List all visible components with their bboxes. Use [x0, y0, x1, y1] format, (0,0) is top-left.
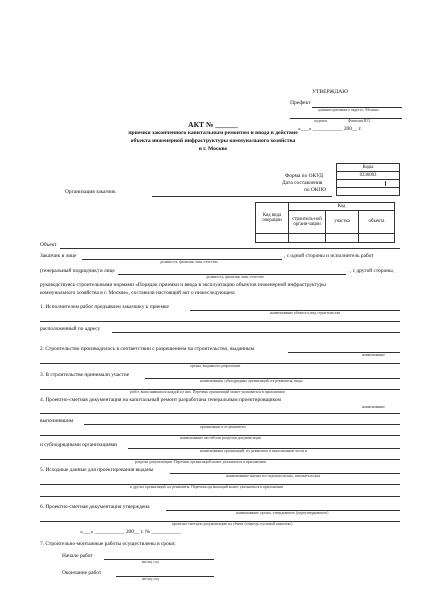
okpo-label: по ОКПО: [304, 187, 327, 193]
p5-label: 5. Исходные данные для проектирования выданы: [40, 467, 154, 473]
p1-address-label: расположенный по адресу: [40, 326, 101, 332]
act-title-line1: приемки законченного капитальным ремонтом и ввода в действие: [128, 130, 298, 136]
p4-exec-label: выполнившим: [40, 418, 74, 424]
p1-hint: наименование объекта и вид строительства: [270, 311, 341, 315]
approve-title: УТВЕРЖДАЮ: [312, 89, 349, 95]
code-cell-operation[interactable]: [256, 234, 289, 243]
p1-address-line[interactable]: [112, 332, 400, 333]
org-customer-label: Организация заказчик: [65, 189, 116, 195]
p4-hint4: наименования организаций, их реквизиты и выполненные части и: [200, 449, 308, 453]
code-col-org: строитель-ной органи-зации: [289, 211, 326, 234]
date-cell[interactable]: [337, 180, 400, 188]
code-col-site: участка: [326, 211, 359, 234]
prefect-label: Префект: [290, 100, 311, 106]
p5-line3[interactable]: [40, 496, 400, 497]
p5-hint1: наименование научно-исследовательских, изыскательских: [226, 474, 321, 478]
codes-title: Коды: [337, 164, 400, 172]
code-cell-site[interactable]: [326, 234, 359, 243]
okrug-hint: административного округа г. Москвы: [318, 108, 379, 112]
object-line[interactable]: [60, 248, 400, 249]
p5-hint2: и других организаций, их реквизиты. Перечень организаций может указываться в приложении: [130, 485, 284, 489]
p4-hint2: организации и ее реквизиты: [200, 425, 246, 429]
p7-start-label: Начало работ: [62, 553, 93, 559]
code-cell-object[interactable]: [359, 234, 395, 243]
p6-date: «___» ___________ 200__ г. № ___________: [80, 529, 182, 535]
p6-label: 6. Проектно-сметная документация утверждена: [40, 504, 150, 510]
object-label: Объект: [40, 242, 57, 248]
okud-value: 0336003: [337, 172, 400, 180]
hint-dolzh2: должность, фамилия, имя, отчество: [206, 275, 264, 279]
p7-end-hint: месяц, год: [142, 577, 159, 581]
p2-hint2: органа, выдавшего разрешение: [190, 364, 241, 368]
okpo-cell[interactable]: [337, 188, 400, 196]
rules-text-1: руководствуясь строительными нормами «Порядок приемки и ввода в эксплуатацию объектов инженерной инфраструктуры: [40, 282, 326, 288]
p4-sub-label: и субподрядными организациями: [40, 442, 117, 448]
p7-end-line[interactable]: [116, 576, 214, 577]
p3-hint2: работ, выполнявшихся каждой из них. Перечень организаций может указываться в приложении: [130, 390, 285, 394]
p6-hint2: проектно-сметную документацию на объект (очередь, пусковой комплекс): [172, 522, 293, 526]
p4-label: 4. Проектно-сметная документация на капитальный ремонт разработана генеральным проектировщиком: [40, 397, 281, 403]
act-title-line3: в г. Москве: [198, 146, 228, 152]
p4-hint1: наименование: [362, 405, 385, 409]
approve-date: «___» ___________ 200__ г.: [298, 126, 362, 132]
sign-hint: подпись: [314, 119, 328, 123]
p4-hint5: разделы документации. Перечень организаций может указываться в приложении: [135, 460, 266, 464]
p2-hint1: наименование: [362, 353, 385, 357]
customer-tail: , с одной стороны и исполнитель работ: [284, 253, 374, 259]
p7-start-hint: месяц, год: [142, 560, 159, 564]
okud-label: Форма по ОКУД: [285, 173, 323, 179]
customer-label: Заказчик в лице: [40, 253, 77, 259]
p1-line2[interactable]: [40, 321, 400, 322]
org-customer-line[interactable]: [152, 196, 332, 197]
act-title-line2: объекта инженерной инфраструктуры коммунального хозяйства: [130, 138, 296, 144]
p7-end-label: Окончание работ: [62, 570, 102, 576]
p6-hint1: наименование органа, утвердившего (переутвердившего): [236, 511, 329, 515]
hint-dolzh: должность, фамилия, имя, отчество: [160, 260, 218, 264]
signature-line[interactable]: [290, 118, 402, 119]
fio-hint: Фамилия И.О.: [348, 119, 372, 123]
codes-box: [336, 163, 400, 196]
p7-label: 7. Строительно-монтажные работы осуществлены в сроки:: [40, 541, 176, 547]
code-cell-org[interactable]: [289, 234, 326, 243]
code-col-object: объекта: [359, 211, 395, 234]
p3-label: 3. В строительстве принимали участие: [40, 372, 130, 378]
p4-hint3: наименование частей или разделов документации: [180, 436, 261, 440]
code-col-group: Код: [289, 203, 395, 211]
p3-hint1: наименования субподрядных организаций, их реквизиты, виды: [200, 379, 303, 383]
code-col-operation: Код вида операции: [256, 203, 289, 234]
contractor-label: (генеральный подрядчик) в лице: [40, 268, 115, 274]
code-table: [255, 202, 395, 243]
contractor-tail: , с другой стороны,: [350, 268, 395, 274]
p7-start-line[interactable]: [104, 559, 214, 560]
p1-label: 1. Исполнителем работ предъявлен заказчику к приемке: [40, 304, 169, 310]
p2-label: 2. Строительство производилось в соответствии с разрешением на строительство, выданным: [40, 346, 255, 352]
rules-text-2: коммунального хозяйства в г. Москве», составили настоящий акт о нижеследующем:: [40, 290, 236, 296]
date-label: Дата составления: [282, 180, 323, 186]
act-number: АКТ № ______: [188, 120, 238, 129]
p4-line[interactable]: [40, 413, 400, 414]
